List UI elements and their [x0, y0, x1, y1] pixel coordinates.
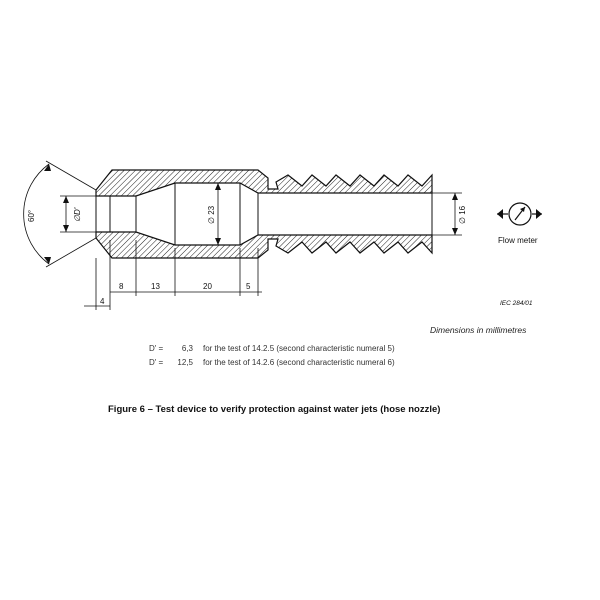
- flow-meter-icon: [497, 203, 542, 225]
- dim-8-label: 8: [119, 282, 124, 291]
- nozzle-wall-top: [96, 170, 432, 196]
- figure-caption: Figure 6 – Test device to verify protection against water jets (hose nozzle): [108, 404, 441, 415]
- d-row-2-value: 12,5: [177, 358, 193, 367]
- d-row-1-value: 6,3: [181, 344, 193, 353]
- d-row-2: [149, 358, 395, 367]
- d-row-2-symbol: D' =: [149, 358, 164, 367]
- dim-20-label: 20: [203, 282, 212, 291]
- angle-label: 60°: [27, 209, 36, 222]
- dim-4-label: 4: [100, 297, 105, 306]
- d-prime-label: ∅D': [73, 207, 82, 222]
- outlet-16-label: ∅ 16: [458, 205, 467, 224]
- d-row-1: [149, 344, 395, 353]
- bore-23-label: ∅ 23: [207, 205, 216, 224]
- nozzle-wall-bottom: [96, 232, 432, 258]
- dim-13-label: 13: [151, 282, 160, 291]
- iec-reference: IEC 284/01: [500, 300, 533, 307]
- d-row-1-description: for the test of 14.2.5 (second characteristic numeral 5): [203, 344, 395, 353]
- d-row-1-symbol: D' =: [149, 344, 164, 353]
- d-row-2-description: for the test of 14.2.6 (second characteristic numeral 6): [203, 358, 395, 367]
- flow-meter-label: Flow meter: [498, 236, 538, 245]
- nozzle-body-section: [96, 170, 432, 258]
- dim-5-label: 5: [246, 282, 251, 291]
- dimensions-unit-note: Dimensions in millimetres: [430, 325, 527, 335]
